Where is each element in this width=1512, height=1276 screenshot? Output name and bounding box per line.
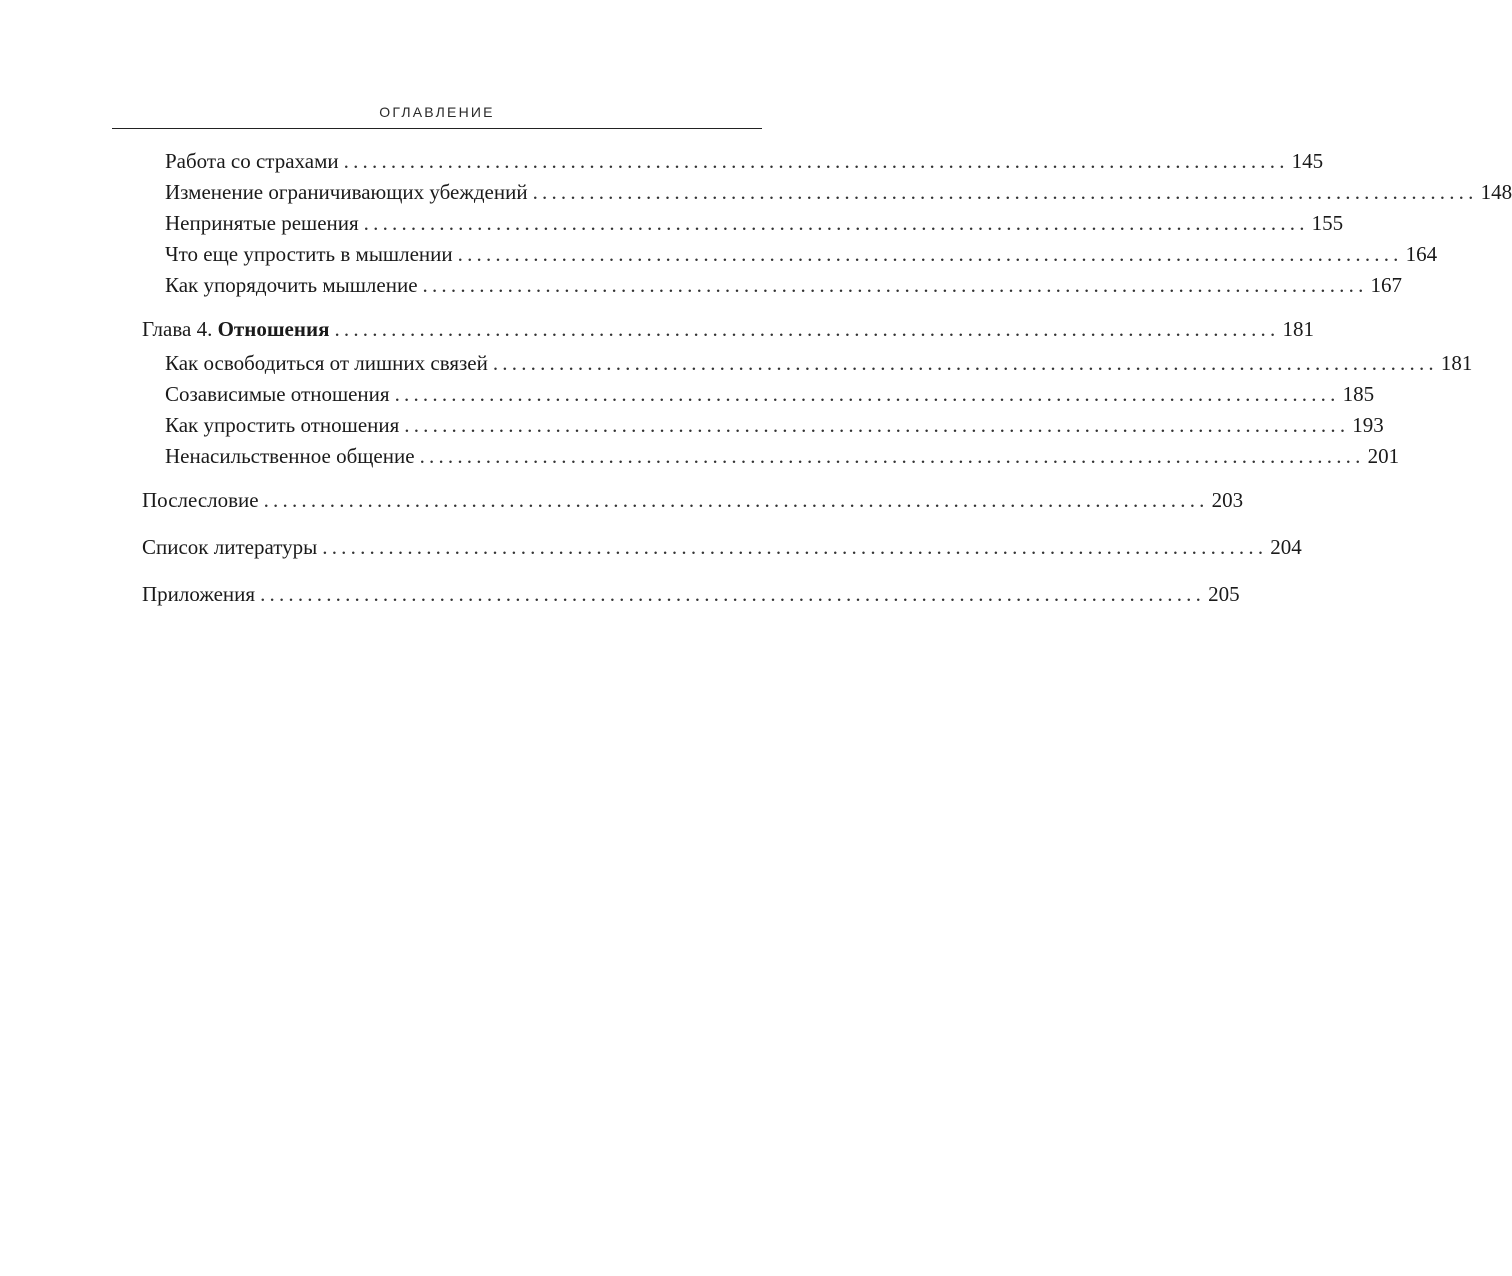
- toc-entry-title: Послесловие: [142, 488, 259, 512]
- dot-leader: ....................................................................................................: [263, 488, 1209, 512]
- toc-entry[interactable]: [142, 581, 1240, 607]
- dot-leader: ....................................................................................................: [394, 382, 1340, 406]
- toc-entry-page: 181: [1282, 317, 1314, 341]
- toc-entry-title: Список литературы: [142, 535, 318, 559]
- toc-entry-title: Приложения: [142, 582, 256, 606]
- toc-entry[interactable]: [165, 381, 1375, 407]
- toc-entry-title: Как освободиться от лишних связей: [165, 351, 488, 375]
- dot-leader: ....................................................................................................: [419, 444, 1365, 468]
- toc-entry-page: 204: [1270, 535, 1302, 559]
- toc-entry-page: 181: [1440, 351, 1473, 375]
- toc-entry[interactable]: [165, 241, 1438, 267]
- dot-leader: ....................................................................................................: [404, 413, 1350, 437]
- toc-entry-page: 201: [1367, 444, 1400, 468]
- toc-entry[interactable]: [165, 179, 1512, 205]
- toc-entry[interactable]: [142, 534, 1302, 560]
- chapter-prefix: Глава 4.: [142, 317, 218, 341]
- toc-entry-page: 148: [1480, 180, 1512, 204]
- toc-entry-page: 164: [1405, 242, 1438, 266]
- running-header: ОГЛАВЛЕНИЕ: [379, 104, 495, 120]
- toc-entry-title: Изменение ограничивающих убеждений: [165, 180, 528, 204]
- toc-entry[interactable]: [142, 487, 1244, 513]
- dot-leader: ....................................................................................................: [322, 535, 1268, 559]
- toc-entry-page: 205: [1208, 582, 1240, 606]
- chapter-title: Отношения: [217, 317, 330, 341]
- toc-entry[interactable]: [165, 148, 1324, 174]
- toc-chapter-entry[interactable]: [142, 316, 1314, 342]
- dot-leader: ....................................................................................................: [343, 149, 1289, 173]
- dot-leader: ....................................................................................................: [532, 180, 1478, 204]
- toc-entry-title: Как упростить отношения: [165, 413, 400, 437]
- toc-entry[interactable]: [165, 272, 1403, 298]
- toc-entry-title: Как упорядочить мышление: [165, 273, 418, 297]
- toc-entry[interactable]: [165, 412, 1384, 438]
- toc-entry-page: 193: [1352, 413, 1384, 437]
- toc-entry-title: Ненасильственное общение: [165, 444, 415, 468]
- dot-leader: ....................................................................................................: [422, 273, 1368, 297]
- toc-entry-title: Что еще упростить в мышлении: [165, 242, 453, 266]
- toc-entry-title: Созависимые отношения: [165, 382, 390, 406]
- dot-leader: ....................................................................................................: [492, 351, 1438, 375]
- header-rule: [112, 128, 762, 129]
- dot-leader: ....................................................................................................: [363, 211, 1309, 235]
- dot-leader: ....................................................................................................: [260, 582, 1206, 606]
- dot-leader: ....................................................................................................: [457, 242, 1403, 266]
- toc-entry[interactable]: [165, 210, 1344, 236]
- toc-entry[interactable]: [165, 350, 1473, 376]
- toc-entry-page: 185: [1342, 382, 1375, 406]
- toc-entry-title: Работа со страхами: [165, 149, 339, 173]
- dot-leader: ....................................................................................................: [334, 317, 1280, 341]
- toc-entry-page: 145: [1291, 149, 1324, 173]
- toc-entry-page: 155: [1311, 211, 1344, 235]
- toc-entry-title: [142, 316, 329, 342]
- toc-entry-title: Непринятые решения: [165, 211, 359, 235]
- toc-entry[interactable]: [165, 443, 1400, 469]
- toc-entry-page: 167: [1370, 273, 1403, 297]
- toc-entry-page: 203: [1211, 488, 1244, 512]
